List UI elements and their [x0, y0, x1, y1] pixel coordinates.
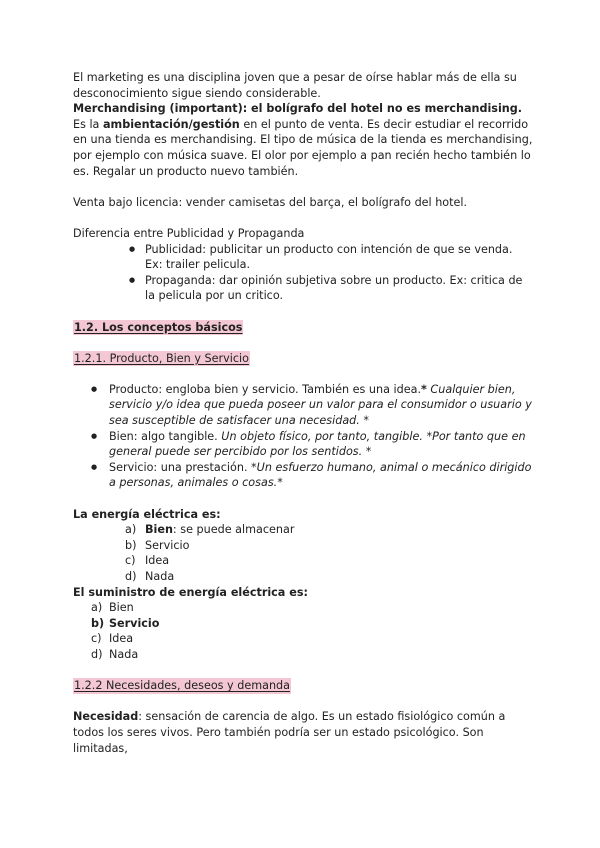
quiz2-options — [73, 600, 533, 662]
option-text: Idea — [109, 632, 134, 646]
quiz2-option-b — [73, 616, 533, 632]
option-letter: d) — [91, 647, 103, 661]
option-rest: : se puede almacenar — [172, 523, 295, 537]
option-text: Bien — [109, 601, 134, 615]
option-letter: c) — [91, 632, 102, 646]
option-letter: c) — [125, 554, 136, 568]
quiz1-option-d — [73, 569, 533, 585]
option-bold: Bien — [145, 523, 173, 537]
option-letter: a) — [91, 601, 103, 615]
necesidad-paragraph — [73, 709, 533, 756]
licencia-paragraph: Venta bajo licencia: vender camisetas del barça, el bolígrafo del hotel. — [73, 195, 468, 209]
ambientacion-bold: ambientación/gestión — [102, 117, 240, 131]
quiz1-option-a — [73, 522, 533, 538]
quiz2-question-text: El suministro de energía eléctrica es: — [73, 585, 308, 599]
list-item-servicio — [73, 460, 533, 491]
option-letter: a) — [125, 523, 137, 537]
bien-text: Bien: algo tangible. — [109, 429, 222, 443]
necesidad-text: : sensación de carencia de algo. Es un estado fisiológico común a todos los seres vivos. Pero también podría ser un estado psicológico. Son limitadas, — [73, 710, 506, 755]
quiz1-option-b — [73, 538, 533, 554]
merchandising-bold: Merchandising (important): el bolígrafo del hotel no es merchandising. — [73, 102, 523, 116]
diferencia-list — [73, 242, 533, 304]
list-item-propaganda: ● Propaganda: dar opinión subjetiva sobre un producto. Ex: critica de la pelicula por un critico. — [73, 273, 533, 304]
merchandising-text-b: en el punto de venta. Es decir estudiar el recorrido en una tienda es merchandising. El tipo de música de la tienda es merchandising, por ejemplo con música suave. El olor por ejemplo a pan recién hecho también lo es. Regalar un producto nuevo también. — [73, 117, 533, 178]
quiz2-option-d — [73, 647, 533, 663]
merchandising-paragraph — [73, 101, 533, 179]
option-letter: d) — [125, 570, 137, 583]
option-text-bold: Servicio — [109, 616, 160, 630]
quiz1-options — [73, 522, 533, 584]
option-text: Idea — [145, 554, 170, 568]
concepts-list — [73, 382, 533, 491]
section-title-1-2-2: 1.2.2 Necesidades, deseos y demanda — [74, 679, 291, 693]
section-heading-1-2 — [73, 320, 533, 336]
option-text: Nada — [145, 570, 175, 583]
section-heading-1-2-1 — [73, 351, 533, 367]
quiz2-option-c — [73, 631, 533, 647]
option-text: Servicio — [145, 538, 190, 552]
section-title-1-2-1: 1.2.1. Producto, Bien y Servicio — [74, 351, 249, 365]
producto-italic: Cualquier bien, servicio y/o idea que pueda poseer un valor para el consumidor o usuario y sea susceptible de satisfacer una necesidad. * — [109, 382, 532, 428]
section-heading-1-2-2 — [73, 678, 533, 694]
document-page — [73, 70, 533, 756]
diferencia-heading: Diferencia entre Publicidad y Propaganda — [73, 226, 305, 240]
producto-star: * — [421, 382, 427, 396]
quiz1-option-c — [73, 553, 533, 569]
necesidad-bold: Necesidad — [73, 710, 139, 724]
quiz2-question — [73, 585, 533, 601]
intro-paragraph: El marketing es una disciplina joven que a pesar de oírse hablar más de ella su desconocimiento sigue siendo considerable. — [73, 71, 517, 100]
option-letter: b) — [125, 538, 137, 552]
quiz2-option-a — [73, 600, 533, 616]
list-item-producto — [73, 382, 533, 429]
merchandising-text-a: Es la — [73, 117, 103, 131]
producto-text: Producto: engloba bien y servicio. También es una idea. — [109, 382, 422, 396]
servicio-text: Servicio: una prestación. * — [109, 460, 257, 474]
option-letter: b) — [91, 616, 105, 630]
option-text: Nada — [109, 647, 139, 661]
list-item-publicidad: ● Publicidad: publicitar un producto con intención de que se venda. Ex: trailer pelicula. — [73, 242, 533, 273]
quiz1-question — [73, 507, 533, 523]
bien-italic: Un objeto físico, por tanto, tangible. *Por tanto que en general puede ser percibido por los sentidos. * — [109, 429, 526, 459]
list-item-bien — [73, 429, 533, 460]
quiz1-question-text: La energía eléctrica es: — [73, 507, 221, 521]
servicio-italic: Un esfuerzo humano, animal o mecánico dirigido a personas, animales o cosas.* — [109, 460, 532, 490]
section-title-1-2: 1.2. Los conceptos básicos — [74, 320, 243, 334]
